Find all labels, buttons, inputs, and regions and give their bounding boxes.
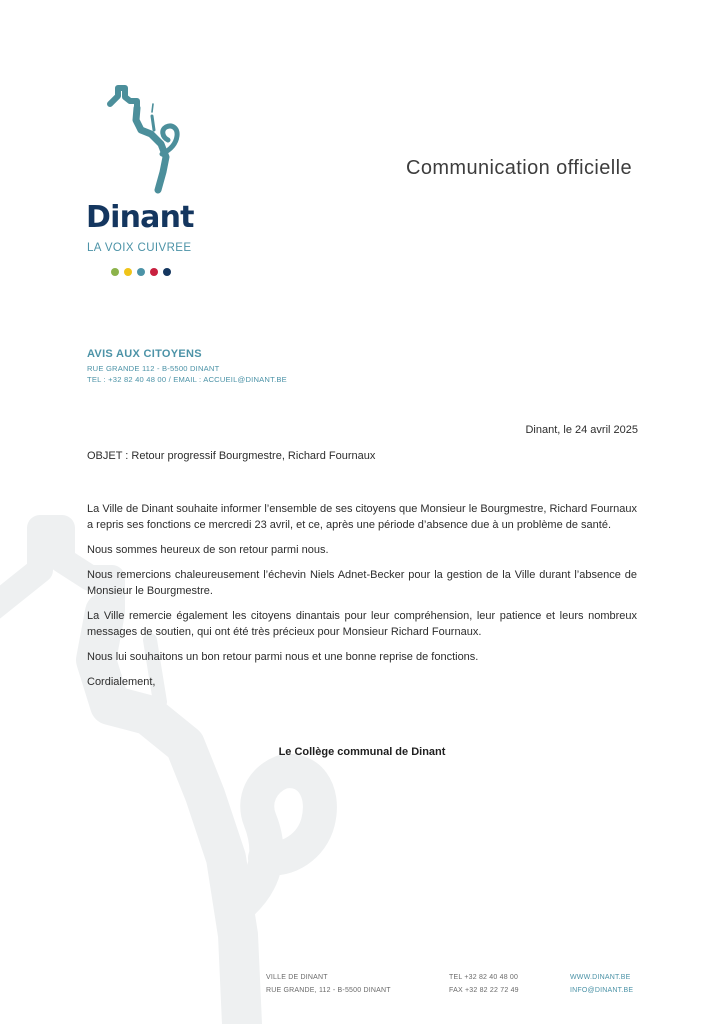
sender-name: AVIS AUX CITOYENS (87, 348, 202, 360)
logo-tagline: LA VOIX CUIVREE (87, 242, 192, 254)
body-paragraph: Nous lui souhaitons un bon retour parmi nous et une bonne reprise de fonctions. (87, 651, 479, 663)
letter-date: Dinant, le 24 avril 2025 (525, 424, 638, 436)
saxophone-church-icon (106, 82, 196, 197)
body-paragraph: Nous remercions chaleureusement l’échevin Niels Adnet-Becker pour la gestion de la Ville durant l’absence de Monsieur le Bourgmestre. (87, 569, 637, 597)
sender-contact: TEL : +32 82 40 48 00 / EMAIL : ACCUEIL@DINANT.BE (87, 375, 287, 384)
letter-body (87, 501, 637, 699)
sender-address: RUE GRANDE 112 - B-5500 DINANT (87, 364, 220, 373)
footer-web (570, 971, 633, 997)
city-logo (80, 82, 220, 282)
document-title: Communication officielle (406, 157, 632, 179)
body-paragraph: La Ville remercie également les citoyens dinantais pour leur compréhension, leur patience et leurs nombreux messages de soutien, qui ont été très précieux pour Monsieur Richard Fournaux. (87, 610, 637, 638)
logo-dot (111, 268, 119, 276)
letter-subject: OBJET : Retour progressif Bourgmestre, Richard Fournaux (87, 450, 376, 462)
footer-website-link[interactable]: WWW.DINANT.BE (570, 974, 631, 981)
footer-line: FAX +32 82 22 72 49 (449, 987, 519, 994)
footer-phone (449, 971, 519, 997)
signature: Le Collège communal de Dinant (278, 746, 446, 758)
body-paragraph: La Ville de Dinant souhaite informer l’ensemble de ses citoyens que Monsieur le Bourgmestre, Richard Fournaux a repris ses fonctions ce mercredi 23 avril, et ce, après une période d’absence due à un problème de santé. (87, 503, 637, 531)
logo-dot (163, 268, 171, 276)
logo-color-dots (111, 268, 171, 276)
logo-dot (150, 268, 158, 276)
body-paragraph: Nous sommes heureux de son retour parmi nous. (87, 544, 329, 556)
logo-city-name: Dinant (86, 200, 194, 235)
closing-line: Cordialement, (87, 676, 156, 688)
logo-dot (124, 268, 132, 276)
footer-line: TEL +32 82 40 48 00 (449, 974, 519, 981)
footer-line: RUE GRANDE, 112 - B-5500 DINANT (266, 987, 391, 994)
footer-email-link[interactable]: INFO@DINANT.BE (570, 987, 634, 994)
sender-block (87, 348, 287, 385)
footer-address (266, 971, 391, 997)
footer-line: VILLE DE DINANT (266, 974, 328, 981)
logo-dot (137, 268, 145, 276)
